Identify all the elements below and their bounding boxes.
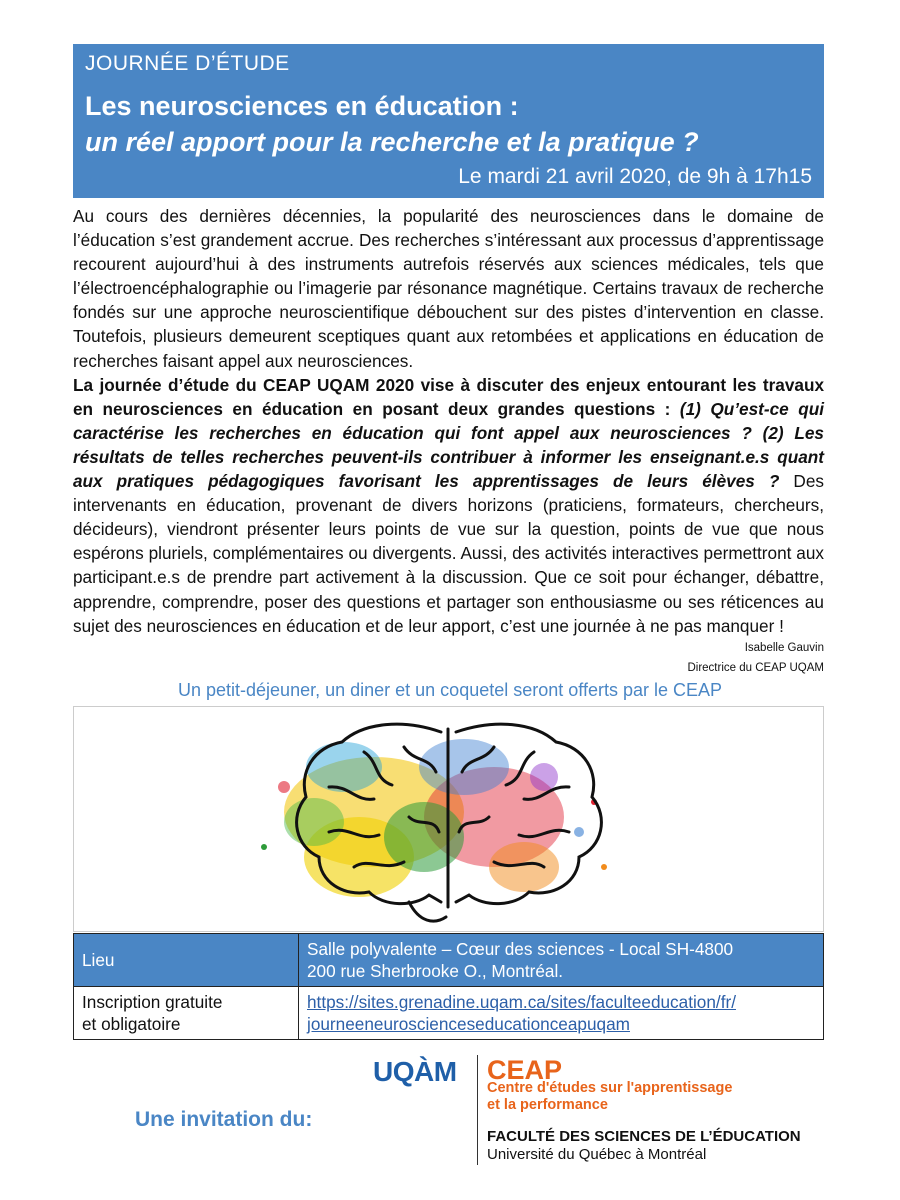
ceap-logo: CEAP — [487, 1055, 563, 1085]
paragraph-1: Au cours des dernières décennies, la popularité des neurosciences dans le domaine de l’éducation s’est grandement accrue. Des recherches s’intéressant aux processus d’apprentissage recourent aujourd’hui à des instruments autrefois réservés aux sciences médicales, tels que l’électroencéphalographie ou l’imagerie par résonance magnétique. Certains travaux de recherche fondés sur une approche neuroscientifique débouchent sur des pistes d’intervention en classe. Toutefois, plusieurs demeurent sceptiques quant aux retombées et applications en éducation de recherches faisant appel aux neurosciences. — [73, 206, 824, 371]
table-row-registration — [74, 987, 824, 1040]
registration-link-line-1[interactable]: https://sites.grenadine.uqam.ca/sites/faculteeducation/fr/ — [307, 992, 736, 1012]
signature-name: Isabelle Gauvin — [744, 642, 824, 654]
title-line-2: un réel apport pour la recherche et la pratique ? — [85, 127, 699, 157]
event-type: JOURNÉE D’ÉTUDE — [85, 52, 290, 75]
paragraph-rest: Des intervenants en éducation, provenant de divers horizons (praticiens, formateurs, chercheurs, décideurs), viendront présenter leurs points de vue sur la question, points de vue que nous espérons pluriels, complémentaires ou divergents. Aussi, des activités interactives permettront aux participant.e.s de prendre part activement à la discussion. Que ce soit pour échanger, débattre, apprendre, comprendre, poser des questions et partager son enthousiasme ou ses réticences au sujet des neurosciences en éducation et de leur apport, c’est une journée à ne pas manquer ! — [73, 471, 825, 636]
table-row-location — [74, 934, 824, 987]
info-table — [73, 933, 824, 1040]
registration-link[interactable] — [307, 992, 736, 1034]
bold-intro: La journée d’étude du CEAP UQAM 2020 vise à discuter des enjeux entourant les travaux en neurosciences en éducation en posant deux grandes questions : — [73, 374, 824, 419]
location-value — [299, 934, 824, 987]
ceap-fullname-line-2: et la performance — [487, 1097, 608, 1113]
title-line-1: Les neurosciences en éducation : — [85, 91, 519, 121]
registration-label — [74, 987, 299, 1040]
uqam-logo: UQÀM — [373, 1056, 457, 1087]
brain-illustration — [73, 706, 824, 932]
header-banner — [73, 44, 824, 198]
registration-label-line-1: Inscription gratuite — [82, 992, 223, 1012]
brain-icon — [74, 707, 823, 931]
registration-label-line-2: et obligatoire — [82, 1014, 181, 1034]
registration-link-cell — [299, 987, 824, 1040]
event-date: Le mardi 21 avril 2020, de 9h à 17h15 — [458, 165, 812, 188]
signature-role: Directrice du CEAP UQAM — [687, 662, 824, 674]
offer-text: Un petit-déjeuner, un diner et un coquetel seront offerts par le CEAP — [178, 680, 722, 700]
location-label: Lieu — [74, 934, 299, 987]
paragraph-2 — [73, 373, 824, 638]
ceap-fullname-line-1: Centre d'études sur l'apprentissage — [487, 1080, 733, 1096]
ceap-fullname — [487, 1080, 732, 1114]
logo-divider — [477, 1055, 478, 1165]
description — [73, 204, 824, 638]
location-line-2: 200 rue Sherbrooke O., Montréal. — [307, 961, 564, 981]
event-title — [85, 88, 699, 160]
registration-link-line-2[interactable]: journeeneuroscienceseducationceapuqam — [307, 1014, 630, 1034]
questions: (1) Qu’est-ce qui caractérise les recherches en éducation qui font appel aux neurosciences ? (2) Les résultats de telles recherches peuvent-ils contribuer à informer les enseignant.e.s quant aux pratiques pédagogiques favorisant les apprentissages de leurs élèves ? — [73, 398, 824, 492]
faculty-name: FACULTÉ DES SCIENCES DE L’ÉDUCATION — [487, 1128, 801, 1145]
university-name: Université du Québec à Montréal — [487, 1146, 707, 1163]
invitation-label: Une invitation du: — [135, 1108, 313, 1131]
location-line-1: Salle polyvalente – Cœur des sciences - Local SH-4800 — [307, 939, 734, 959]
